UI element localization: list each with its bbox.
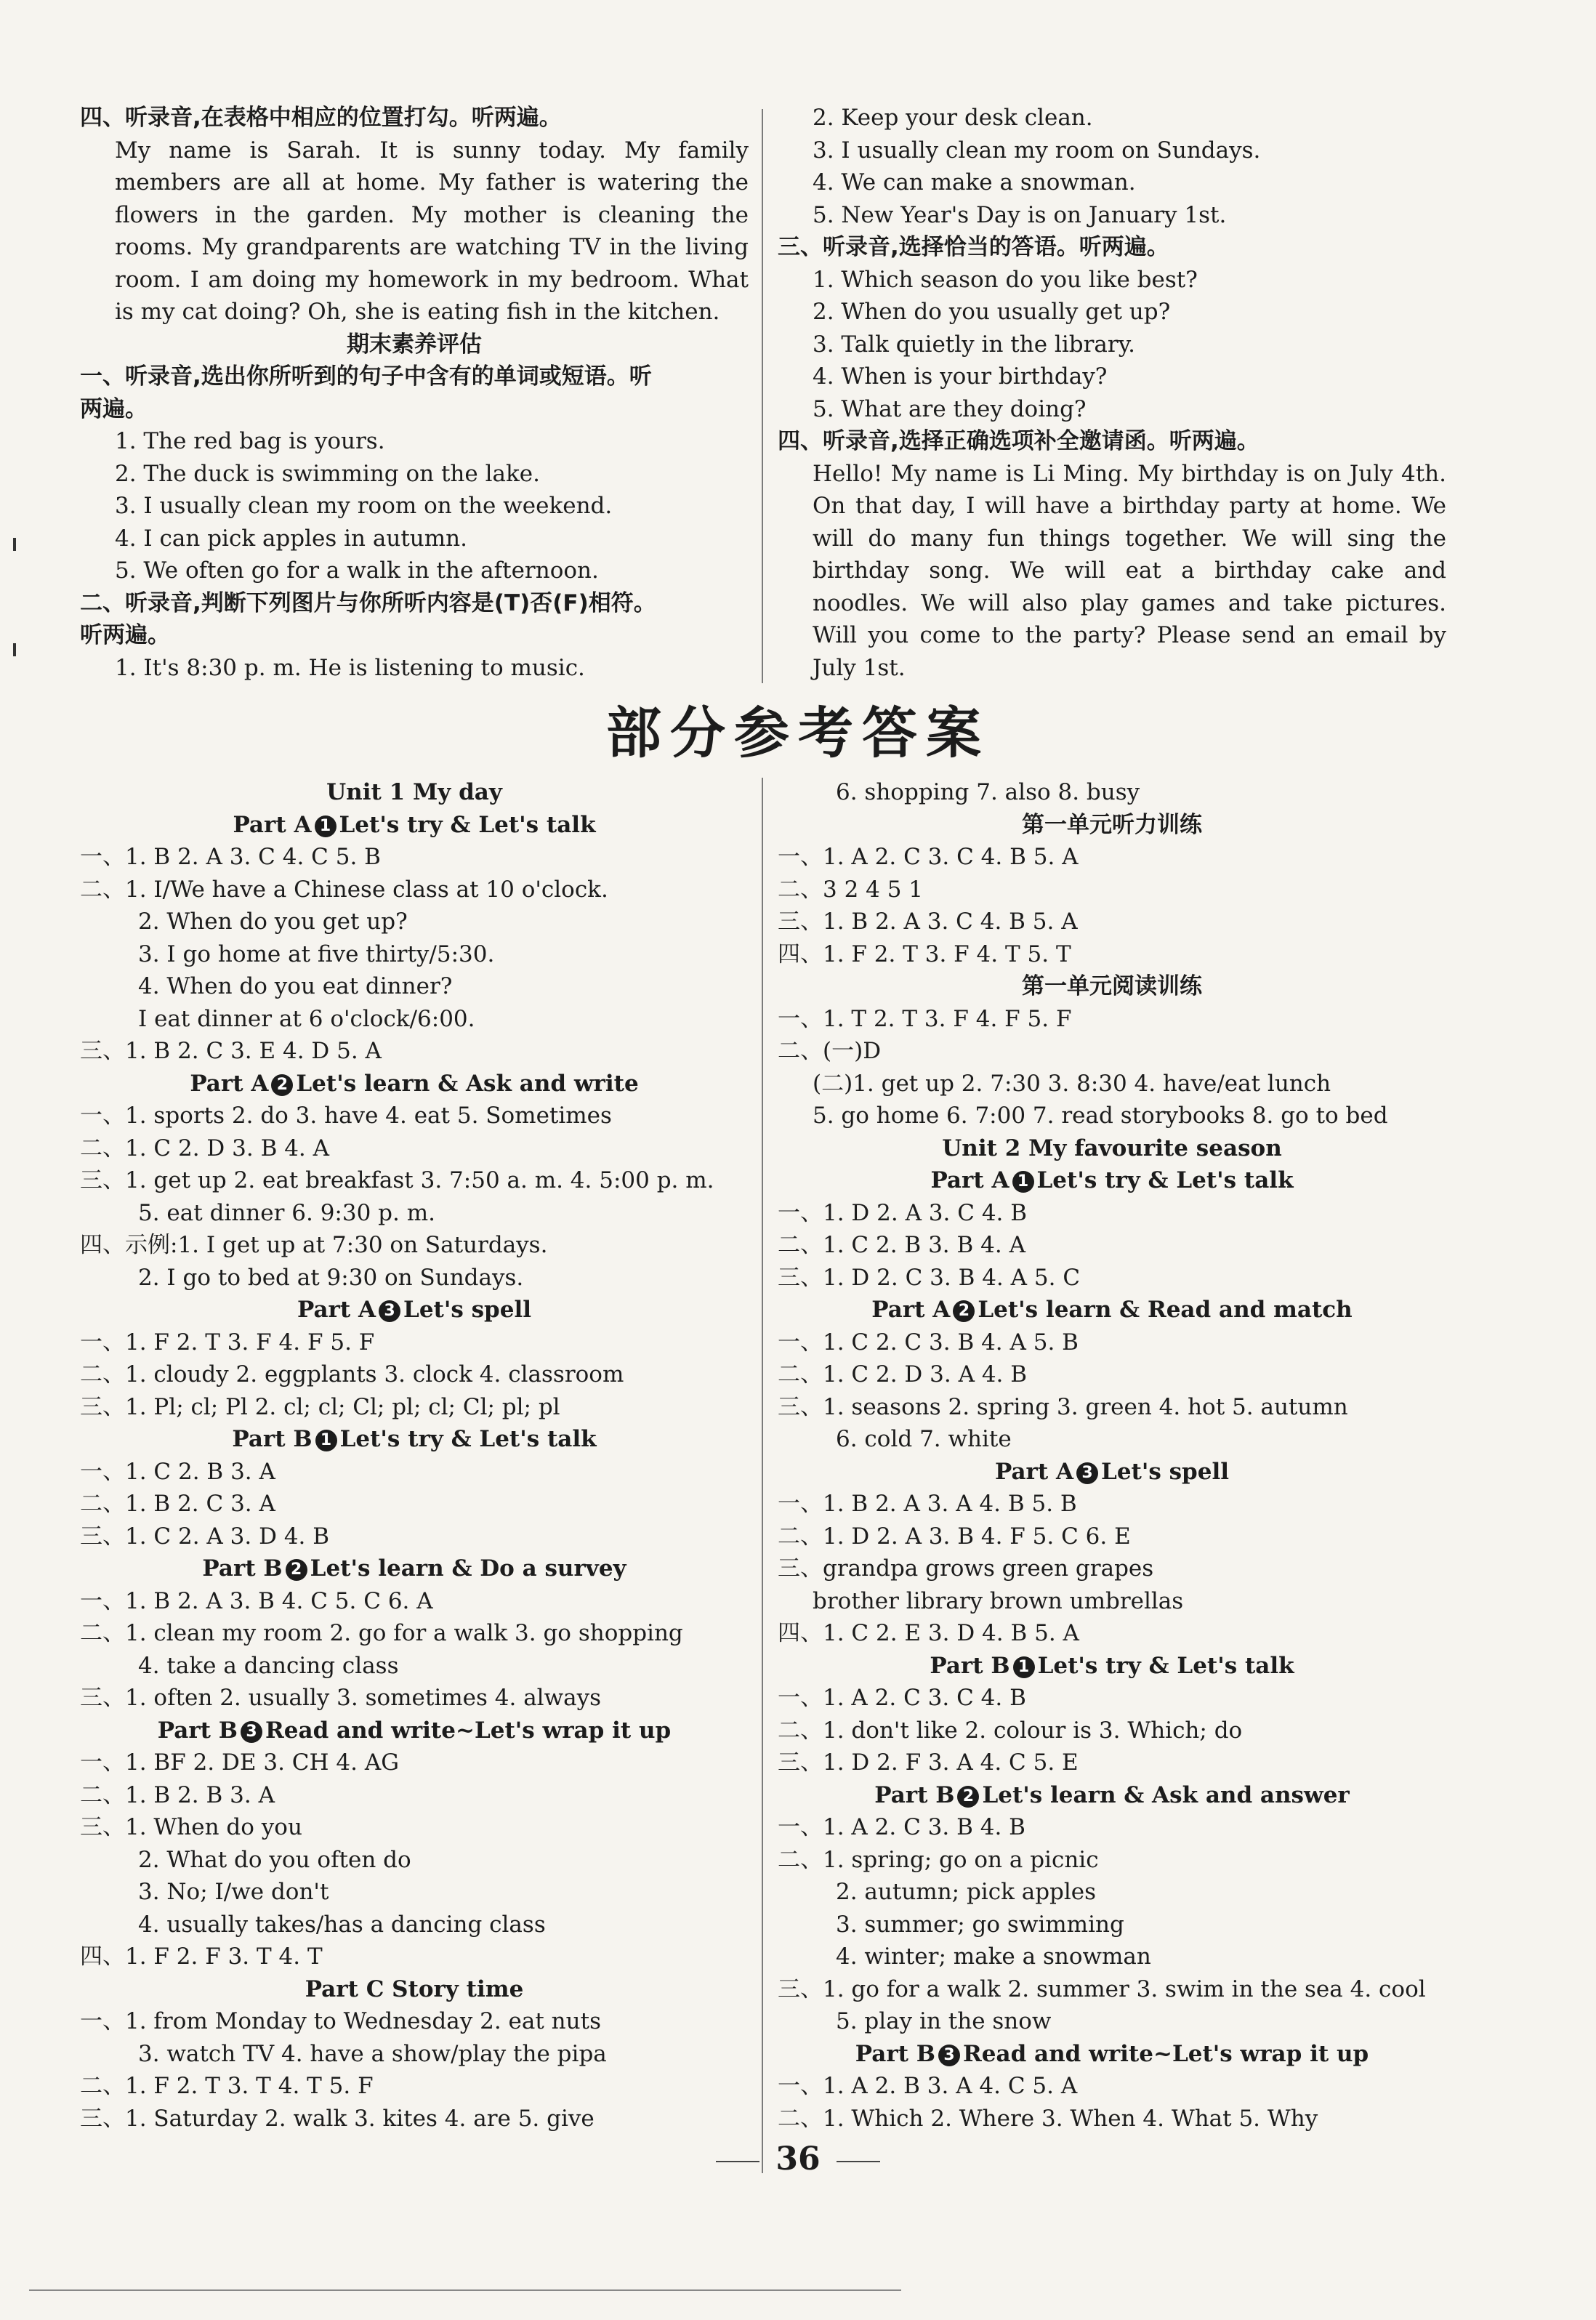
section-heading: [778, 1779, 1446, 1812]
heading-part: Part B: [157, 1717, 238, 1744]
heading-subtitle: Let's try & Let's talk: [1037, 1652, 1294, 1679]
answer-line: 二、1. C 2. D 3. B 4. A: [80, 1135, 330, 1161]
section-heading: [80, 1068, 749, 1100]
circled-number: 1: [315, 1430, 337, 1451]
heading-subtitle: Let's try & Let's talk: [1036, 1167, 1294, 1193]
section-heading: 期末素养评估: [347, 331, 482, 358]
section-heading: [778, 2038, 1446, 2071]
section-heading: [80, 1715, 749, 1747]
question-instruction: 两遍。: [80, 395, 148, 422]
answer-line: 2. The duck is swimming on the lake.: [115, 460, 540, 487]
answer-line: 三、1. C 2. A 3. D 4. B: [80, 1523, 330, 1550]
answer-line: 3. summer; go swimming: [836, 1911, 1124, 1938]
circled-number: 2: [286, 1559, 307, 1581]
answer-line: 2. When do you usually get up?: [813, 299, 1171, 325]
section-heading: [80, 1423, 749, 1456]
answer-line: 5. go home 6. 7:00 7. read storybooks 8. go to bed: [813, 1103, 1388, 1129]
answer-line: 一、1. A 2. C 3. C 4. B 5. A: [778, 844, 1079, 870]
answer-line: 二、1. D 2. A 3. B 4. F 5. C 6. E: [778, 1523, 1131, 1550]
margin-mark: [13, 538, 16, 551]
answer-line: 四、1. F 2. F 3. T 4. T: [80, 1944, 323, 1970]
column-divider: [762, 778, 763, 2173]
answer-line: 6. shopping 7. also 8. busy: [836, 779, 1140, 805]
answer-line: 2. I go to bed at 9:30 on Sundays.: [138, 1264, 524, 1291]
heading-subtitle: Let's spell: [403, 1297, 532, 1323]
answer-line: 三、1. Pl; cl; Pl 2. cl; cl; Cl; pl; cl; Cl; pl; pl: [80, 1393, 560, 1420]
answer-line: 3. I go home at five thirty/5:30.: [138, 941, 495, 967]
answer-line: 一、1. T 2. T 3. F 4. F 5. F: [778, 1005, 1072, 1032]
heading-part: Part A: [994, 1458, 1074, 1485]
answer-line: 4. I can pick apples in autumn.: [115, 525, 467, 552]
question-instruction: 四、听录音,在表格中相应的位置打勾。听两遍。: [80, 105, 562, 131]
answer-line: 4. winter; make a snowman: [836, 1944, 1151, 1970]
passage-text: Hello! My name is Li Ming. My birthday is on July 4th. On that day, I will have a birthday party at home. We will do many fun things together. We will sing the birthday song. We will eat a birthday cake and noodles. We will also play games and take pictures. Will you come to the party? Please send an email by July 1st.: [813, 460, 1446, 681]
answers-left-column: [80, 776, 749, 2135]
answer-line: 3. I usually clean my room on the weekend.: [115, 493, 613, 519]
listening-script-left-column: [80, 102, 749, 684]
section-heading: 第一单元阅读训练: [1022, 973, 1202, 999]
answer-line: 4. usually takes/has a dancing class: [138, 1911, 546, 1938]
heading-part: Part A: [871, 1297, 951, 1323]
heading-part: Part A: [297, 1297, 376, 1323]
section-heading: [80, 809, 749, 842]
answer-line: 6. cold 7. white: [836, 1426, 1012, 1452]
page-footer: [0, 2140, 1596, 2178]
answer-line: 三、1. often 2. usually 3. sometimes 4. always: [80, 1685, 602, 1711]
heading-part: Part B: [232, 1426, 313, 1452]
column-divider: [762, 109, 763, 683]
question-instruction: 三、听录音,选择恰当的答语。听两遍。: [778, 234, 1169, 260]
answer-line: 三、1. seasons 2. spring 3. green 4. hot 5. autumn: [778, 1393, 1348, 1420]
answer-line: 一、1. A 2. C 3. C 4. B: [778, 1685, 1026, 1711]
answer-line: 二、3 2 4 5 1: [778, 876, 924, 903]
heading-part: Part A: [190, 1070, 269, 1097]
answer-line: 5. New Year's Day is on January 1st.: [813, 201, 1227, 228]
footer-dash: [837, 2161, 880, 2162]
answer-line: 一、1. F 2. T 3. F 4. F 5. F: [80, 1329, 375, 1356]
question-instruction: 一、听录音,选出你所听到的句子中含有的单词或短语。听: [80, 363, 652, 390]
answer-line: 二、1. I/We have a Chinese class at 10 o'clock.: [80, 876, 608, 903]
circled-number: 2: [953, 1300, 975, 1322]
answer-line: (二)1. get up 2. 7:30 3. 8:30 4. have/eat lunch: [813, 1070, 1331, 1097]
answer-line: 2. autumn; pick apples: [836, 1879, 1097, 1905]
answer-line: 二、1. B 2. C 3. A: [80, 1491, 275, 1517]
footer-dash: [716, 2161, 759, 2162]
answer-line: 一、1. sports 2. do 3. have 4. eat 5. Sometimes: [80, 1103, 612, 1129]
answer-line: 二、1. C 2. D 3. A 4. B: [778, 1361, 1028, 1387]
bottom-rule: [29, 2289, 901, 2291]
answer-line: 三、1. Saturday 2. walk 3. kites 4. are 5. give: [80, 2105, 595, 2132]
heading-part: Part A: [930, 1167, 1009, 1193]
answer-line: 二、1. F 2. T 3. T 4. T 5. F: [80, 2073, 374, 2099]
section-heading: Unit 1 My day: [326, 779, 502, 805]
circled-number: 3: [1076, 1462, 1098, 1484]
answer-line: 二、(一)D: [778, 1038, 882, 1064]
answer-line: 二、1. Which 2. Where 3. When 4. What 5. Why: [778, 2105, 1318, 2132]
answer-line: 4. When is your birthday?: [813, 363, 1108, 390]
answer-line: 3. No; I/we don't: [138, 1879, 329, 1905]
answer-line: 四、1. C 2. E 3. D 4. B 5. A: [778, 1620, 1079, 1646]
question-instruction: 四、听录音,选择正确选项补全邀请函。听两遍。: [778, 428, 1260, 454]
circled-number: 3: [241, 1721, 262, 1743]
answer-line: 一、1. B 2. A 3. B 4. C 5. C 6. A: [80, 1587, 433, 1614]
page-number: 36: [775, 2140, 821, 2178]
answers-right-column: [778, 776, 1446, 2135]
answer-line: 二、1. spring; go on a picnic: [778, 1846, 1099, 1873]
heading-subtitle: Let's try & Let's talk: [339, 811, 596, 838]
answer-line: 二、1. cloudy 2. eggplants 3. clock 4. classroom: [80, 1361, 624, 1387]
heading-part: Part B: [930, 1652, 1010, 1679]
heading-part: Part B: [202, 1555, 283, 1582]
answer-line: 二、1. B 2. B 3. A: [80, 1781, 275, 1808]
answer-line: 三、1. D 2. C 3. B 4. A 5. C: [778, 1264, 1081, 1291]
question-instruction: 听两遍。: [80, 622, 170, 648]
answer-line: 3. watch TV 4. have a show/play the pipa: [138, 2040, 607, 2067]
passage-text: My name is Sarah. It is sunny today. My family members are all at home. My father is watering the flowers in the garden. My mother is cleaning the rooms. My grandparents are watching TV in the living room. I am doing my homework in my bedroom. What is my cat doing? Oh, she is eating fish in the kitchen.: [115, 137, 749, 325]
answer-line: 一、1. C 2. B 3. A: [80, 1458, 275, 1485]
heading-part: Part B: [874, 1781, 955, 1808]
section-heading: [80, 1294, 749, 1326]
circled-number: 3: [379, 1300, 400, 1322]
heading-subtitle: Read and write~Let's wrap it up: [265, 1717, 672, 1744]
answer-line: 1. Which season do you like best?: [813, 266, 1198, 293]
section-heading: Unit 2 My favourite season: [942, 1135, 1282, 1161]
heading-subtitle: Let's learn & Read and match: [978, 1297, 1353, 1323]
answer-line: 2. Keep your desk clean.: [813, 105, 1093, 131]
section-heading: [778, 1650, 1446, 1683]
question-instruction: 二、听录音,判断下列图片与你所听内容是(T)否(F)相符。: [80, 589, 656, 616]
answer-line: 一、1. from Monday to Wednesday 2. eat nuts: [80, 2008, 601, 2034]
answer-line: 三、1. go for a walk 2. summer 3. swim in the sea 4. cool: [778, 1975, 1426, 2002]
answer-line: 3. Talk quietly in the library.: [813, 331, 1135, 358]
answer-line: 三、1. get up 2. eat breakfast 3. 7:50 a. m. 4. 5:00 p. m.: [80, 1167, 714, 1193]
answer-line: 4. When do you eat dinner?: [138, 973, 453, 999]
section-heading: [778, 1456, 1446, 1489]
circled-number: 2: [957, 1786, 979, 1808]
answer-line: 三、grandpa grows green grapes: [778, 1555, 1154, 1582]
answer-line: 四、示例:1. I get up at 7:30 on Saturdays.: [80, 1232, 548, 1258]
answer-line: 二、1. C 2. B 3. B 4. A: [778, 1232, 1025, 1258]
listening-script-right-column: [778, 102, 1446, 684]
answer-line: 二、1. clean my room 2. go for a walk 3. go shopping: [80, 1620, 683, 1646]
margin-mark: [13, 643, 16, 656]
heading-subtitle: Let's learn & Do a survey: [310, 1555, 626, 1582]
answer-line: 一、1. A 2. B 3. A 4. C 5. A: [778, 2073, 1078, 2099]
circled-number: 1: [1012, 1171, 1034, 1193]
answer-line: 2. When do you get up?: [138, 909, 408, 935]
answer-line: 三、1. When do you: [80, 1814, 302, 1840]
heading-subtitle: Let's try & Let's talk: [339, 1426, 597, 1452]
section-heading: 第一单元听力训练: [1022, 811, 1202, 838]
answer-line: 3. I usually clean my room on Sundays.: [813, 137, 1261, 164]
answer-line: brother library brown umbrellas: [813, 1587, 1184, 1614]
answer-line: 1. It's 8:30 p. m. He is listening to music.: [115, 654, 585, 681]
answer-line: 5. play in the snow: [836, 2008, 1052, 2034]
heading-subtitle: Let's learn & Ask and answer: [982, 1781, 1350, 1808]
answer-line: 三、1. D 2. F 3. A 4. C 5. E: [778, 1749, 1079, 1776]
answer-line: 2. What do you often do: [138, 1846, 411, 1873]
answer-line: 4. We can make a snowman.: [813, 169, 1136, 196]
circled-number: 3: [938, 2045, 960, 2066]
answer-line: 一、1. C 2. C 3. B 4. A 5. B: [778, 1329, 1079, 1356]
answer-line: 四、1. F 2. T 3. F 4. T 5. T: [778, 941, 1071, 967]
section-heading: Part C Story time: [305, 1975, 524, 2002]
answer-line: I eat dinner at 6 o'clock/6:00.: [138, 1005, 475, 1032]
answers-section-title: 部分参考答案: [606, 701, 990, 765]
circled-number: 1: [1013, 1656, 1035, 1678]
circled-number: 2: [271, 1074, 293, 1096]
answer-line: 一、1. BF 2. DE 3. CH 4. AG: [80, 1749, 399, 1776]
answer-line: 三、1. B 2. C 3. E 4. D 5. A: [80, 1038, 382, 1064]
heading-part: Part A: [233, 811, 312, 838]
answer-line: 5. What are they doing?: [813, 395, 1087, 422]
answer-line: 4. take a dancing class: [138, 1652, 399, 1679]
heading-part: Part B: [855, 2040, 935, 2067]
section-heading: [778, 1294, 1446, 1326]
heading-subtitle: Let's learn & Ask and write: [296, 1070, 639, 1097]
circled-number: 1: [315, 815, 336, 837]
answer-line: 一、1. A 2. C 3. B 4. B: [778, 1814, 1025, 1840]
heading-subtitle: Read and write~Let's wrap it up: [963, 2040, 1369, 2067]
answer-line: 一、1. B 2. A 3. A 4. B 5. B: [778, 1491, 1077, 1517]
section-heading: [778, 1164, 1446, 1197]
answer-line: 一、1. B 2. A 3. C 4. C 5. B: [80, 844, 381, 870]
answer-line: 一、1. D 2. A 3. C 4. B: [778, 1199, 1028, 1226]
section-heading: [80, 1552, 749, 1585]
answer-line: 5. We often go for a walk in the afternoon.: [115, 557, 599, 584]
answer-line: 5. eat dinner 6. 9:30 p. m.: [138, 1199, 435, 1226]
answer-line: 二、1. don't like 2. colour is 3. Which; do: [778, 1717, 1243, 1744]
answer-line: 三、1. B 2. A 3. C 4. B 5. A: [778, 909, 1078, 935]
heading-subtitle: Let's spell: [1101, 1458, 1230, 1485]
answer-line: 1. The red bag is yours.: [115, 428, 385, 454]
